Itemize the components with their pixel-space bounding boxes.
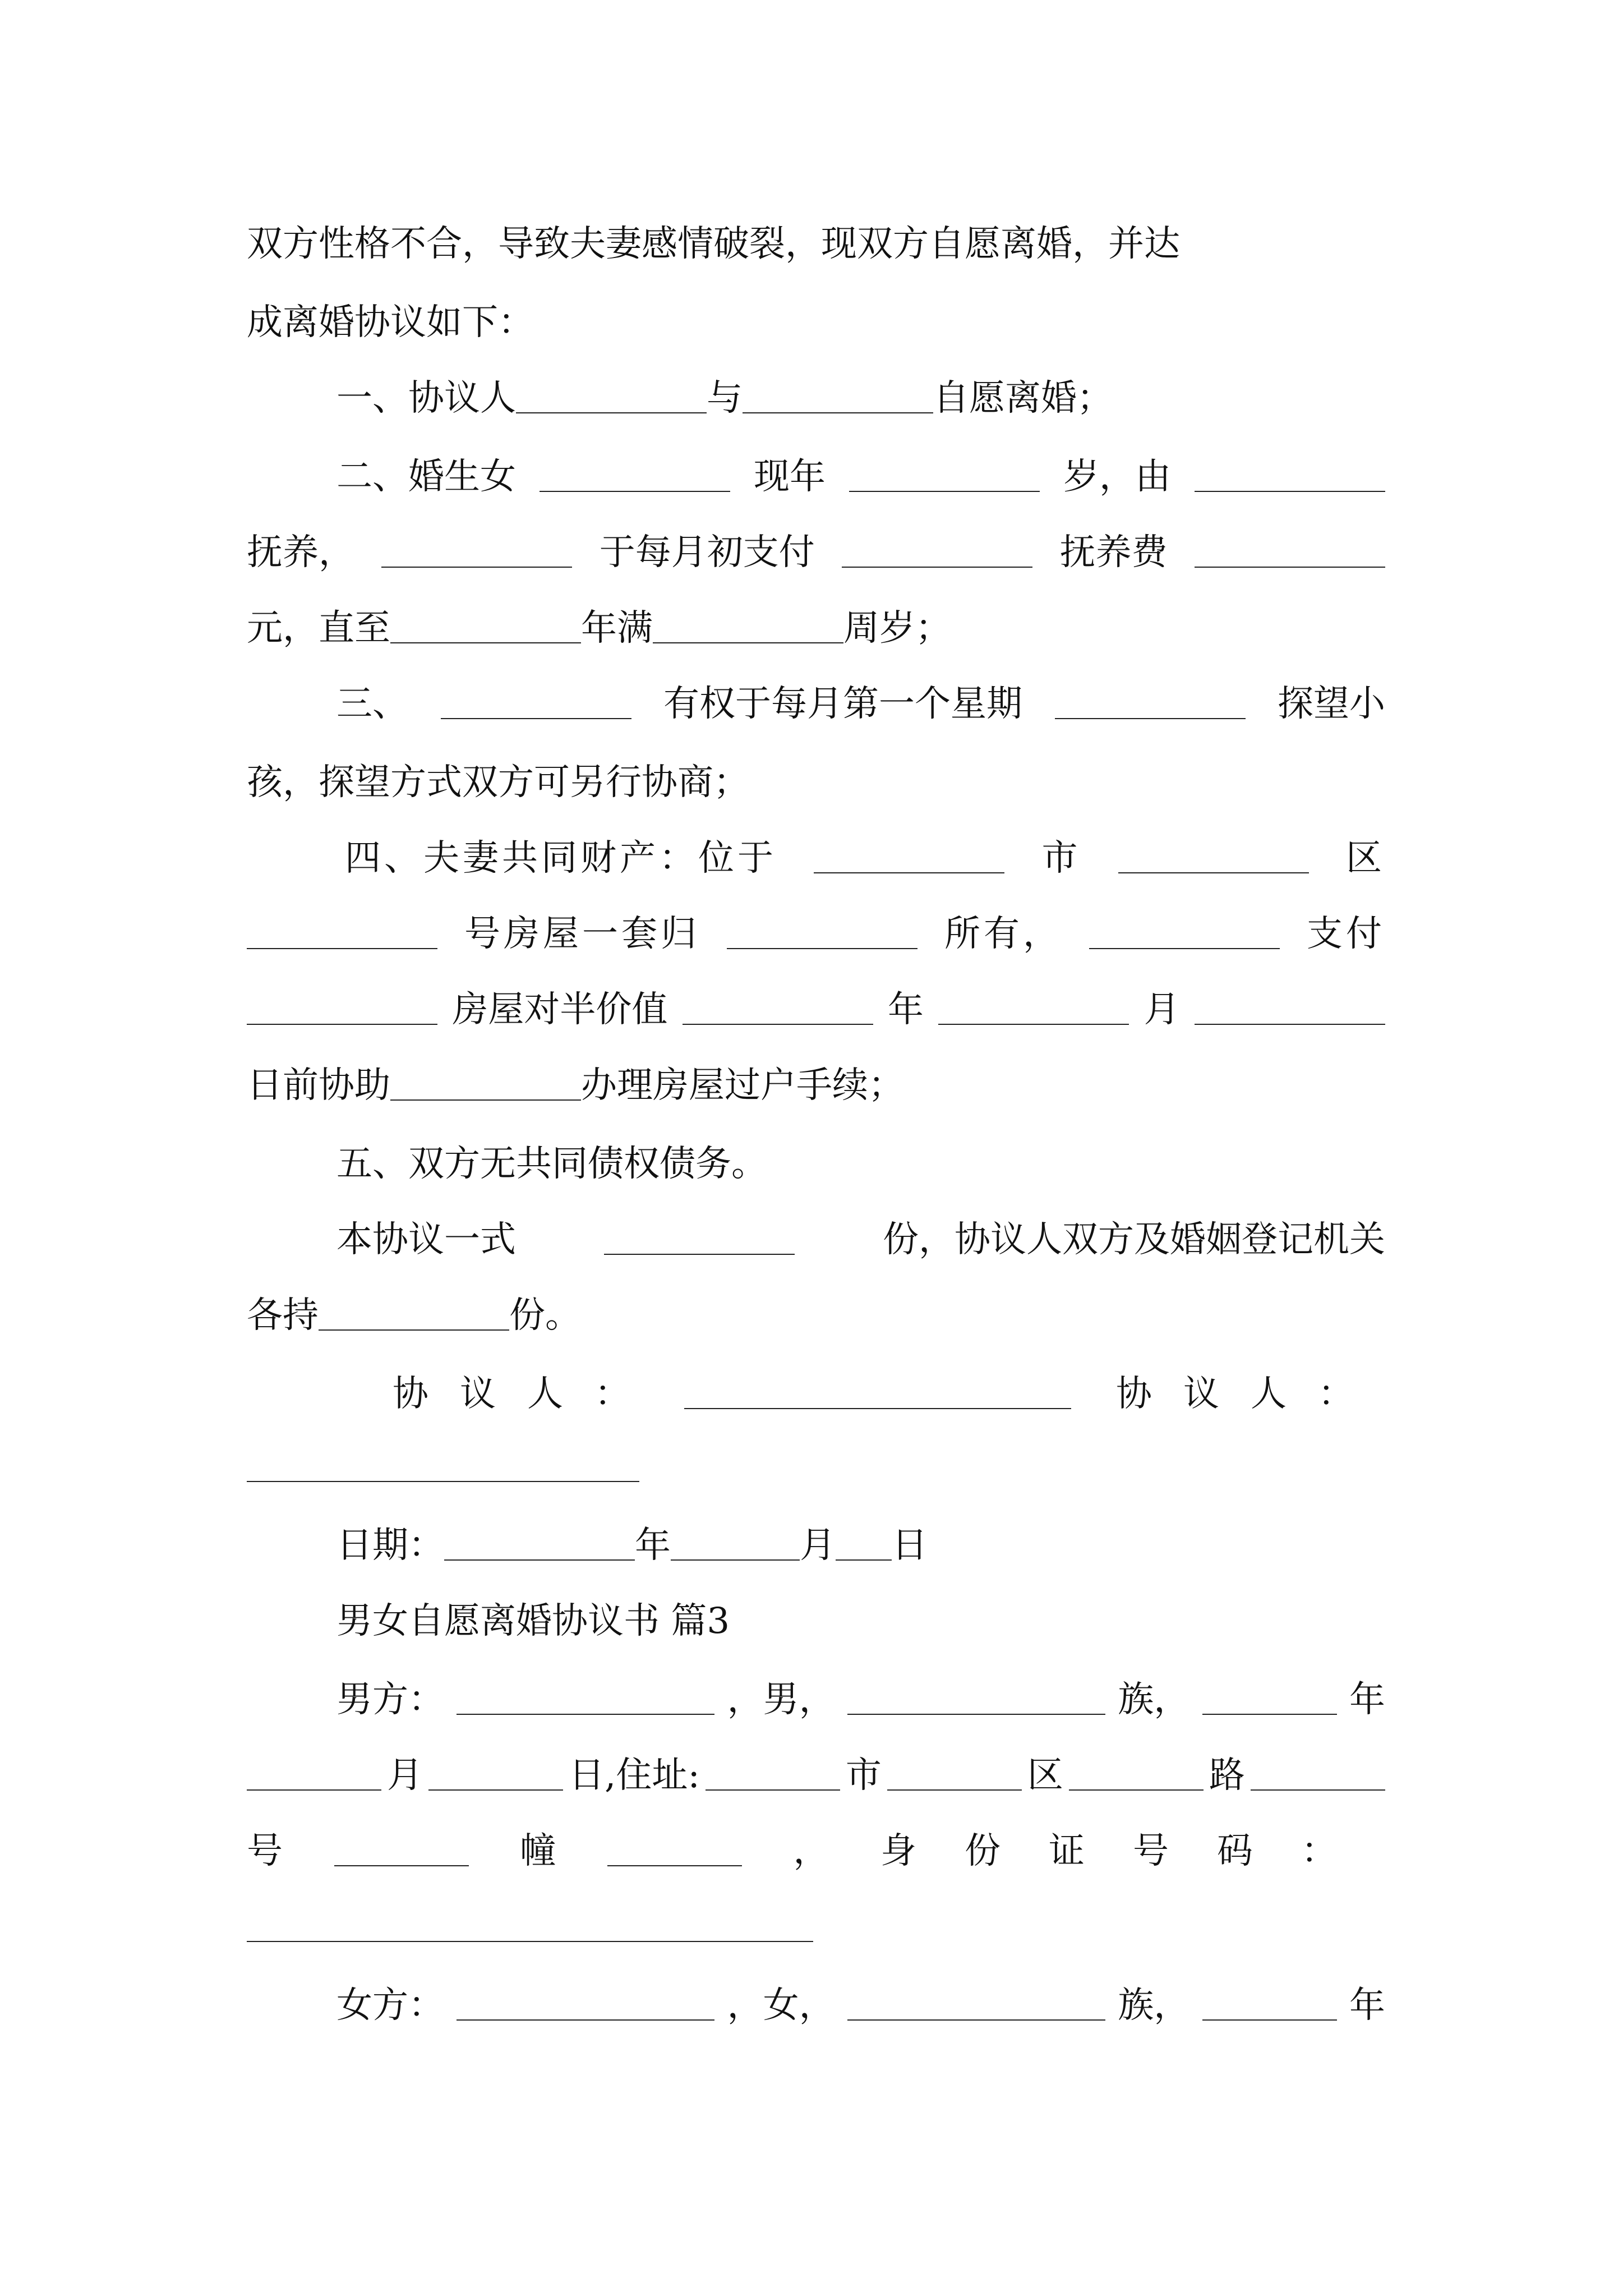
text: 号房屋一套归 — [464, 913, 700, 955]
text: 份，协议人双方及婚姻登记机关 — [883, 1219, 1385, 1260]
paragraph-line — [247, 752, 1385, 813]
signature-blank — [684, 1408, 1071, 1409]
text: 双方性格不合，导致夫妻感情破裂，现双方自愿离婚，并达 — [247, 223, 1180, 265]
text: 男方： — [336, 1679, 444, 1720]
paragraph-line — [247, 1055, 1385, 1116]
blank-field — [1195, 1024, 1385, 1025]
text: 现年 — [754, 456, 826, 498]
clause-4 — [345, 827, 1385, 889]
blank-field — [457, 2019, 714, 2021]
text: 三、 — [336, 683, 408, 725]
blank-field — [319, 1329, 509, 1331]
text: 年 — [1349, 1985, 1385, 2026]
id-line — [247, 1820, 1385, 1882]
text: 于每月初支付 — [599, 532, 815, 573]
text: 市 — [1041, 838, 1081, 879]
text: 年 — [635, 1525, 671, 1566]
blank-field — [607, 1865, 742, 1866]
paragraph-line — [247, 213, 1385, 275]
signatory-label: 协议人： — [1116, 1373, 1385, 1415]
text: 有权于每月第一个星期 — [663, 683, 1022, 725]
text: 年满 — [581, 608, 653, 649]
text: 抚养， — [247, 532, 354, 573]
blank-field — [334, 1865, 469, 1866]
paragraph-line — [247, 1285, 1385, 1346]
text: 所有， — [944, 913, 1062, 955]
text: 五、双方无共同债权债务。 — [336, 1143, 767, 1185]
month-blank — [671, 1559, 800, 1561]
husband-info-line — [336, 1669, 1385, 1731]
copies-clause — [336, 1209, 1385, 1271]
blank-field — [540, 491, 730, 492]
text: 岁，由 — [1063, 456, 1171, 498]
text: 支付 — [1307, 913, 1385, 955]
paragraph-line — [247, 522, 1385, 583]
blank-field — [1118, 872, 1309, 873]
blank-field — [727, 948, 917, 949]
text: 孩，探望方式双方可另行协商； — [247, 762, 749, 803]
text: 周岁； — [843, 608, 951, 649]
paragraph-line — [247, 979, 1385, 1041]
id-number-blank — [247, 1941, 813, 1942]
blank-field — [516, 412, 707, 413]
text: 房屋对半价值 — [452, 989, 668, 1030]
text: 一、协议人 — [336, 378, 516, 419]
blank-field — [842, 567, 1032, 568]
blank-field — [847, 1714, 1105, 1715]
blank-field — [428, 1789, 563, 1791]
blank-field — [938, 1024, 1129, 1025]
blank-field — [247, 1024, 437, 1025]
blank-field — [743, 412, 933, 413]
blank-field — [849, 491, 1040, 492]
blank-field — [1251, 1789, 1385, 1791]
signature-line — [247, 1436, 1385, 1498]
blank-field — [604, 1254, 795, 1255]
text: 区 — [1346, 838, 1385, 879]
text: 幢 — [520, 1830, 556, 1872]
signatory-label: 协议人： — [393, 1373, 662, 1415]
text: 年 — [1349, 1679, 1385, 1720]
blank-field — [1202, 2019, 1337, 2021]
blank-field — [814, 872, 1004, 873]
blank-field — [390, 642, 581, 643]
blank-field — [1055, 718, 1246, 719]
text: 探望小 — [1278, 683, 1385, 725]
blank-field — [887, 1789, 1022, 1791]
text: 路 — [1209, 1755, 1245, 1796]
id-number-label: 身份证号码： — [880, 1830, 1385, 1872]
text: 自愿离婚； — [933, 378, 1113, 419]
year-blank — [444, 1559, 635, 1561]
text: 号 — [247, 1830, 283, 1872]
clause-1 — [336, 367, 1385, 429]
blank-field — [1069, 1789, 1204, 1791]
blank-field — [706, 1789, 840, 1791]
text: 日前协助 — [247, 1065, 390, 1106]
paragraph-line — [247, 597, 1385, 659]
text: ， — [793, 1830, 829, 1872]
text: 元，直至 — [247, 608, 390, 649]
section-heading — [336, 1590, 1385, 1652]
text: 二、婚生女 — [336, 456, 516, 498]
paragraph-line — [247, 903, 1385, 965]
text: 成离婚协议如下： — [247, 302, 534, 343]
blank-field — [441, 718, 631, 719]
signature-blank — [247, 1481, 639, 1482]
text: 四、夫妻共同财产：位于 — [345, 838, 777, 879]
clause-5 — [336, 1133, 1385, 1195]
blank-field — [457, 1714, 714, 1715]
blank-field — [1202, 1714, 1337, 1715]
text: 日,住址: — [569, 1755, 700, 1796]
text: ，女， — [727, 1985, 835, 2026]
blank-field — [247, 948, 437, 949]
text: 日 — [892, 1525, 928, 1566]
text: 本协议一式 — [336, 1219, 516, 1260]
clause-3 — [336, 673, 1385, 735]
text: 市 — [845, 1755, 882, 1796]
text: 份。 — [509, 1295, 581, 1336]
date-line — [336, 1515, 1385, 1576]
text: 办理房屋过户手续； — [581, 1065, 904, 1106]
blank-field — [390, 1099, 581, 1101]
text: 族， — [1118, 1679, 1190, 1720]
text: 与 — [707, 378, 743, 419]
text: 女方： — [336, 1985, 444, 2026]
blank-field — [1195, 491, 1385, 492]
text: 区 — [1027, 1755, 1063, 1796]
blank-field — [381, 567, 572, 568]
text: 族， — [1118, 1985, 1190, 2026]
blank-field — [653, 642, 843, 643]
section-title: 男女自愿离婚协议书 篇3 — [336, 1600, 730, 1642]
paragraph-line — [247, 292, 1385, 353]
signature-line — [393, 1363, 1385, 1425]
day-blank — [836, 1559, 892, 1561]
text: 月 — [387, 1755, 423, 1796]
address-line — [247, 1745, 1385, 1806]
id-number-line — [247, 1896, 1385, 1958]
blank-field — [683, 1024, 873, 1025]
text: 各持 — [247, 1295, 319, 1336]
blank-field — [847, 2019, 1105, 2021]
blank-field — [1089, 948, 1280, 949]
text: 年 — [887, 989, 924, 1030]
text: ，男， — [727, 1679, 835, 1720]
wife-info-line — [336, 1975, 1385, 2036]
date-label: 日期： — [336, 1525, 444, 1566]
text: 月 — [800, 1525, 836, 1566]
blank-field — [1195, 567, 1385, 568]
blank-field — [247, 1789, 381, 1791]
clause-2 — [336, 446, 1385, 508]
text: 月 — [1144, 989, 1180, 1030]
text: 抚养费 — [1059, 532, 1168, 573]
